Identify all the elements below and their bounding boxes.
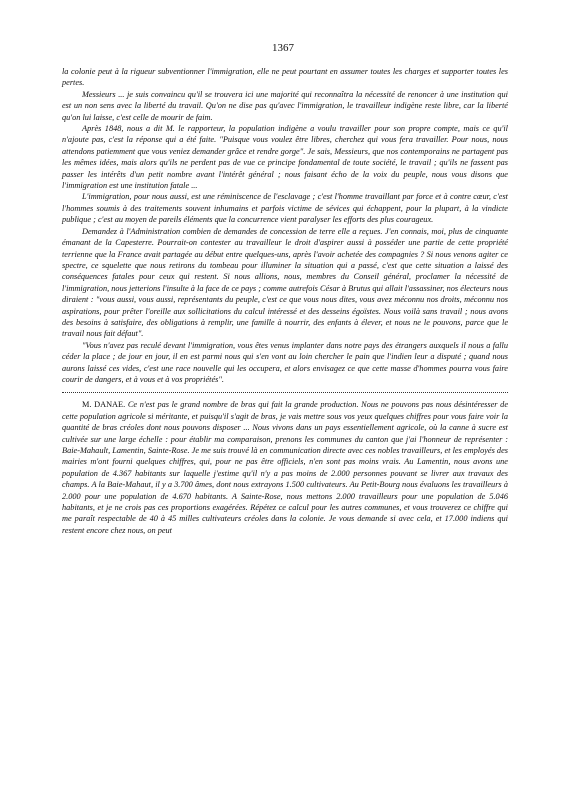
paragraph: Demandez à l'Administration combien de demandes de concession de terre elle a reçues. J'en connais, moi, plus de cinquante émanant de la Capesterre. Pourrait-on contester au travailleur le droit d'aspirer aussi à posséder une partie de cette propriété terrienne que la France avait partagée au début entre quelques-uns, après l'avoir achetée des compagnies ? Si nous venons agiter ce spectre, ce squelette que nous retirons du tombeau pour illuminer la situation qui a passé, c'est que cette situation a laissé des conséquences fatales pour ceux qui restent. Si nous allions, nous, membres du Conseil général, proclamer la nécessité de l'immigration, nous jetterions l'insulte à la face de ce pays ; comme autrefois César à Brutus qui allait l'assassiner, nos électeurs nous diraient : "vous aussi, vous aussi, représentants du peuple, c'est ce que vous nous dites, vous avez méconnu nos droits, méconnu nos aspirations, pour prêter l'oreille aux sollicitations du calcul intéressé et des desseins égoïstes. Nous voilà sans travail ; nous avons des besoins à satisfaire, des obligations à remplir, une famille à nourrir, des enfants à élever, et nous ne le pouvons, parce que le travail nous fait défaut". bbox=[62, 226, 508, 339]
speaker-text: Ce n'est pas le grand nombre de bras qui fait la grande production. Nous ne pouvons pas nous désintéresser de cette population agricole si méritante, et puisqu'il s'agit de bras, je vais mettre sous vos yeux quelques chiffres pour vous faire voir la quantité de bras créoles dont nous pouvons disposer ... Nous vivons dans un pays essentiellement agricole, où la canne à sucre est cultivée sur une large échelle : pour établir ma comparaison, prenons les communes du canton que j'ai l'honneur de représenter : Baie-Mahault, Lamentin, Sainte-Rose. Je me suis trouvé là en communication directe avec ces nobles travailleurs, et les employés des mairies m'ont fourni quelques chiffres, qui, pour ne pas être officiels, n'en sont pas moins vrais. Au Lamentin, nous avons une population de 4.367 habitants sur laquelle j'estime qu'il n'y a pas moins de 2.000 personnes pouvant se livrer aux travaux des champs. A la Baie-Mahaut, il y a 3.700 âmes, dont nous extrayons 1.500 cultivateurs. Au Petit-Bourg nous évaluons les travailleurs à 2.000 pour une population de 4.670 habitants. A Sainte-Rose, nous mettons 2.000 travailleurs pour une population de 5.046 habitants, et je ne crois pas ces proportions exagérées. Répétez ce calcul pour les autres communes, et vous trouverez ce chiffre qui me paraît respectable de 40 à 45 milles cultivateurs créoles dans la colonie. Je vous demande si avec cela, et 17.000 indiens qui restent encore chez nous, on peut bbox=[62, 400, 508, 535]
dotted-separator bbox=[62, 392, 508, 393]
paragraph: la colonie peut à la rigueur subventionner l'immigration, elle ne peut pourtant en assumer toutes les charges et supporter toutes les pertes. bbox=[62, 67, 508, 88]
paragraph: "Vous n'avez pas reculé devant l'immigration, vous êtes venus implanter dans notre pays des étrangers auxquels il nous a fallu céder la place ; de jour en jour, il en est parmi nous qui s'en vont au loin chercher le pain que l'indien leur a disputé ; quand nous aurons laissé ces vides, c'est une race nouvelle qui les occupera, et alors envisagez ce que cette masse d'hommes pourra vous faire courir de dangers, et à vous et à vos propriétés". bbox=[62, 340, 508, 384]
paragraph: Messieurs ... je suis convaincu qu'il se trouvera ici une majorité qui reconnaîtra la nécessité de renoncer à une institution qui est un non sens avec la liberté du travail. Qu'on ne dise pas qu'avec l'immigration, le travailleur indigène reste libre, car la liberté qu'on lui laisse, c'est celle de mourir de faim. bbox=[62, 89, 508, 122]
paragraph: Après 1848, nous a dit M. le rapporteur, la population indigène a voulu travailler pour son propre compte, mais ce qu'il n'ajoute pas, c'est la réponse qui a été faite. "Puisque vous voulez être libres, cherchez qui vous fera travailler. Pour nous, nous attendons patiemment que vous veniez demander grâce et rendre gorge". Je sais, Messieurs, que nos contemporains ne partagent pas les mêmes idées, mais alors qu'ils ne perdent pas de vue ce principe fondamental de toute société, le travail ; qu'ils ne fassent pas passer les intérêts d'un petit nombre avant l'intérêt général ; nous faisant écho de la voix du peuple, nous vous disons que l'immigration est une institution fatale ... bbox=[62, 124, 508, 191]
document-body bbox=[62, 66, 508, 536]
speaker-paragraph bbox=[62, 399, 508, 536]
paragraph: L'immigration, pour nous aussi, est une réminiscence de l'esclavage ; c'est l'homme travaillant par force et à contre cœur, c'est l'hommes soumis à des traitements souvent inhumains et parfois victime de sévices qui échappent, pour la plupart, à la vindicte publique ; c'est au moyen de pareils éléments que la concurrence vient paralyser les efforts des plus courageux. bbox=[62, 192, 508, 225]
speaker-name: M. DANAE. bbox=[82, 400, 126, 410]
page-number: 1367 bbox=[272, 42, 294, 54]
